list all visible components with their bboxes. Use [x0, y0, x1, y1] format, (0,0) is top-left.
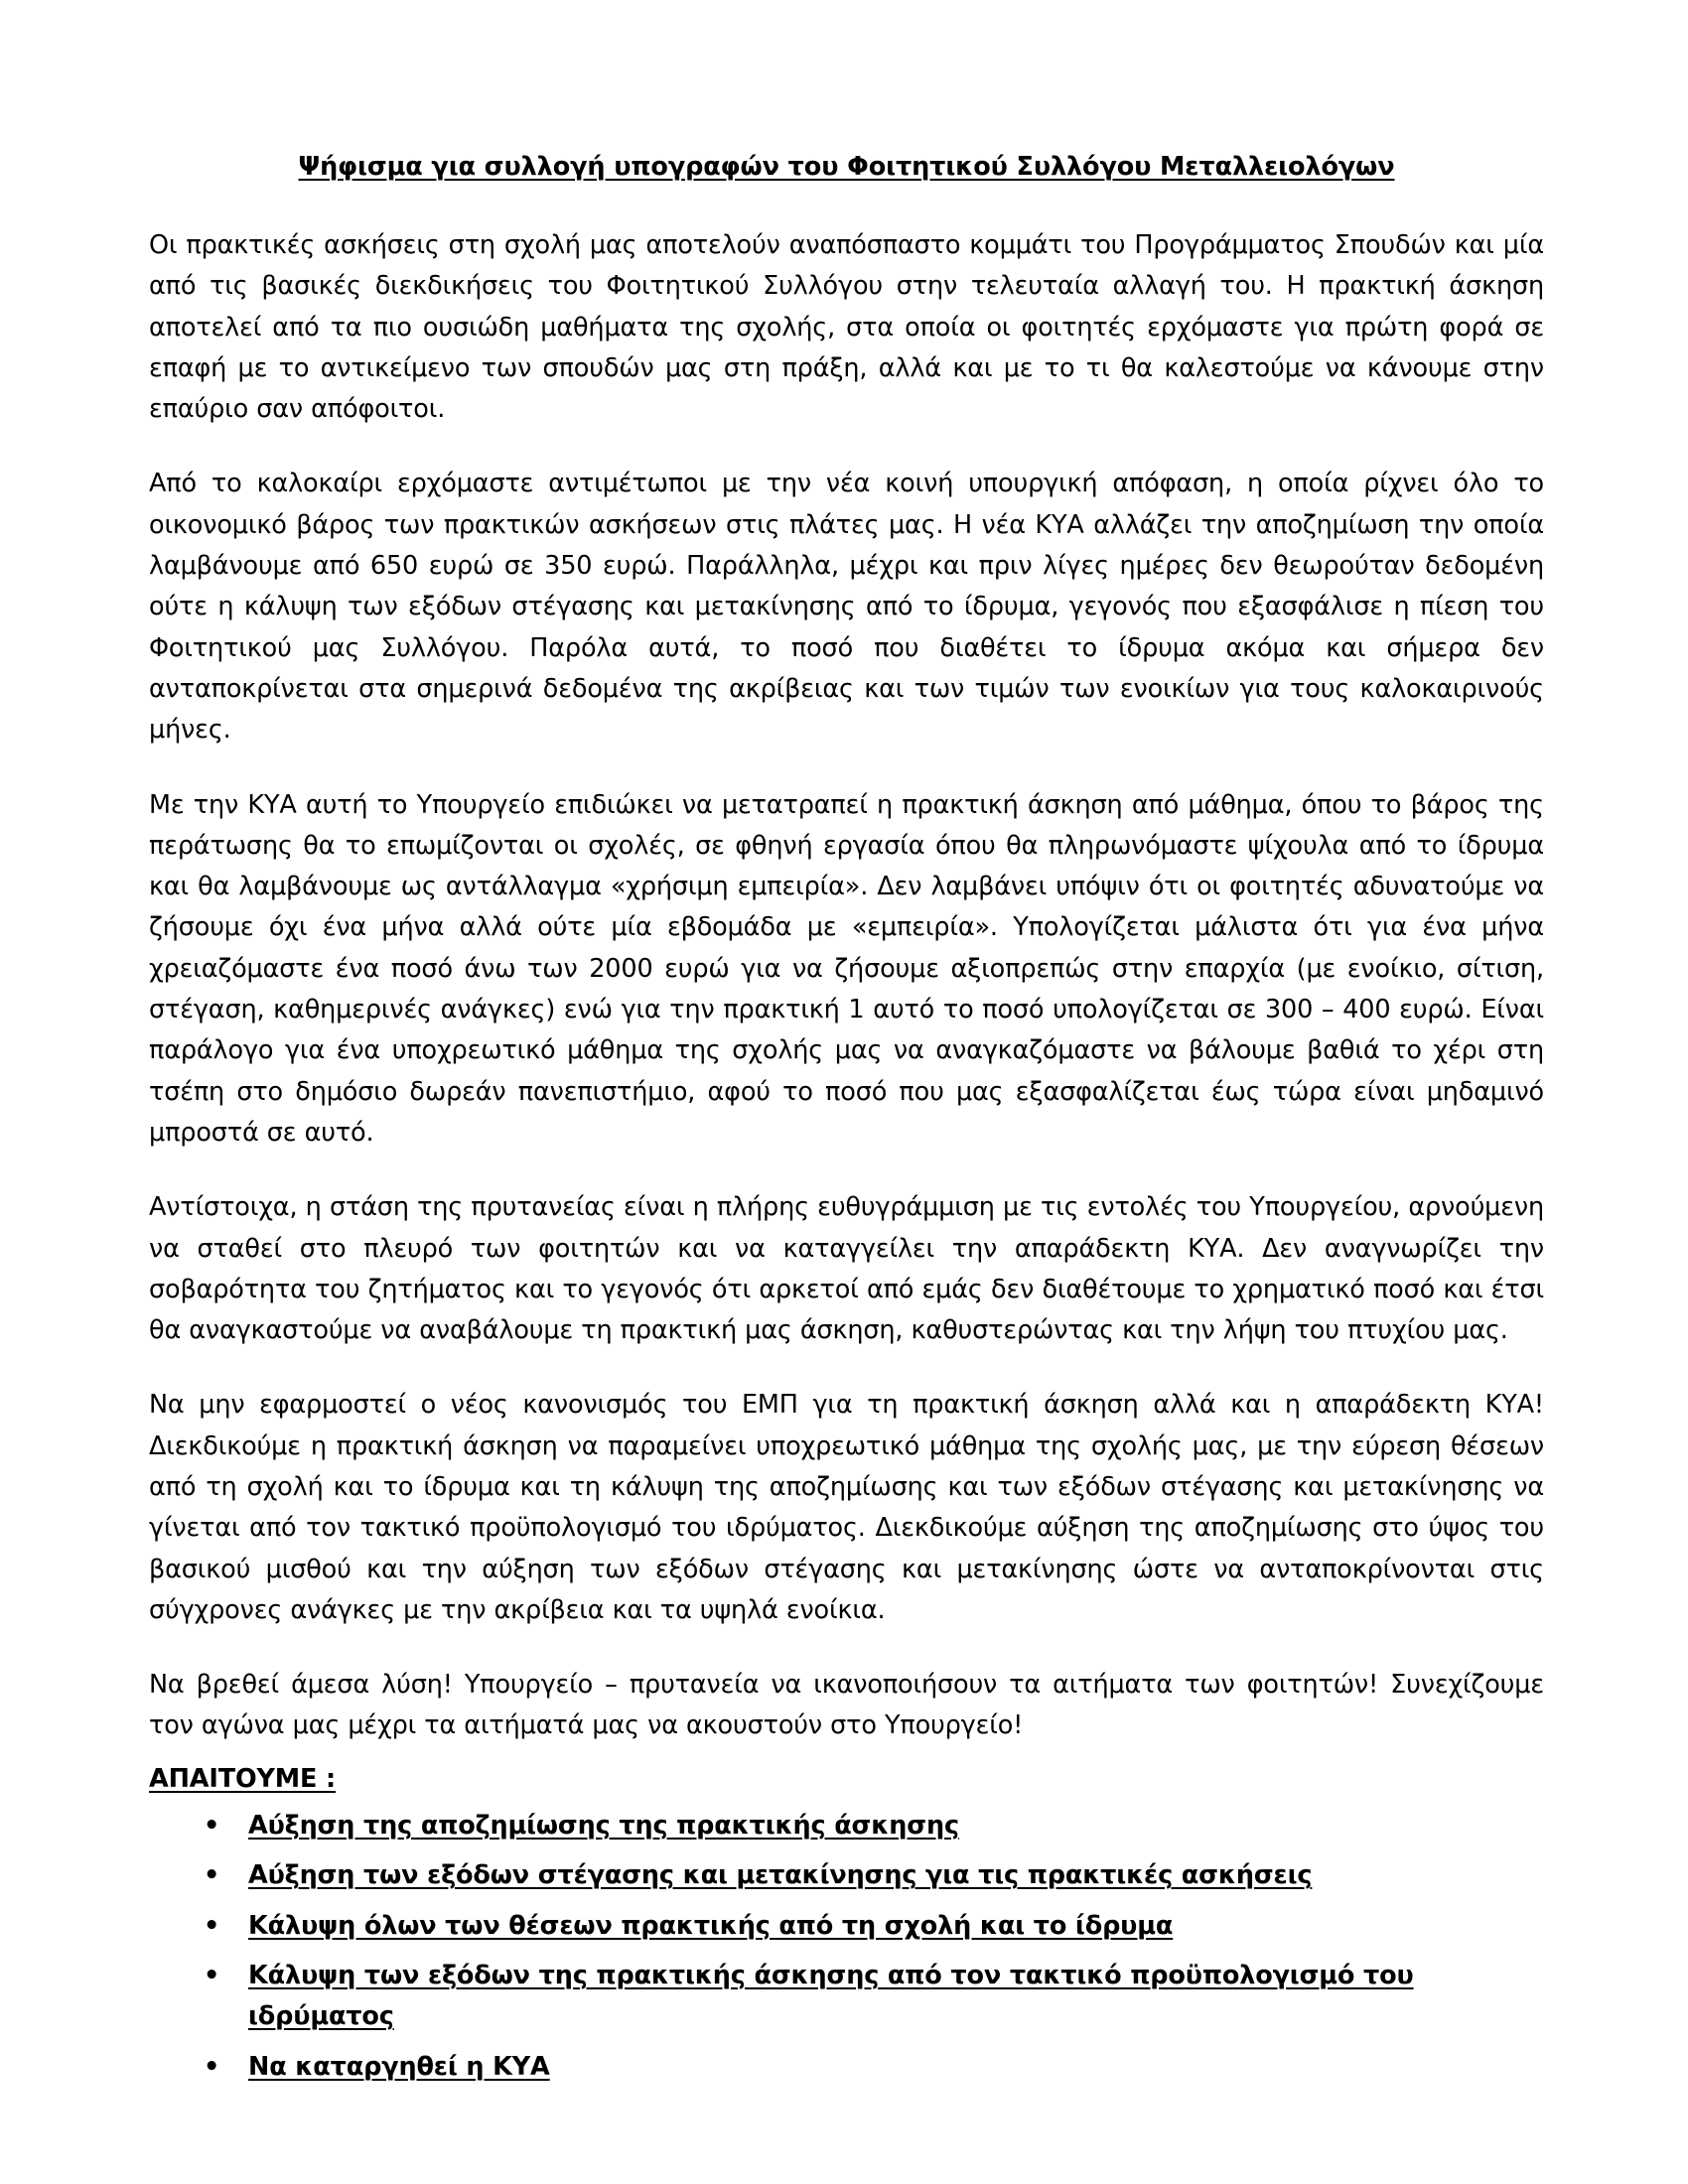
document-body	[149, 149, 1544, 2097]
bullet-icon: •	[204, 2051, 220, 2082]
list-item	[149, 1806, 1544, 1846]
list-item	[149, 1855, 1544, 1896]
demand-text: Κάλυψη όλων των θέσεων πρακτικής από τη σχολή και το ίδρυμα	[248, 1910, 1174, 1941]
page-title	[149, 149, 1544, 186]
demands-list	[149, 1806, 1544, 2088]
demand-text: Να καταργηθεί η ΚΥΑ	[248, 2051, 550, 2082]
list-item	[149, 1956, 1544, 2038]
paragraph-5: Να μην εφαρμοστεί ο νέος κανονισμός του ΕΜΠ για τη πρακτική άσκηση αλλά και η απαράδεκτη ΚΥΑ! Διεκδικούμε η πρακτική άσκηση να παραμείνει υποχρεωτικό μάθημα της σχολής μας, με την εύρεση θέσεων από τη σχολή και το ίδρυμα και τη κάλυψη της αποζημίωσης και των εξόδων στέγασης και μετακίνησης να γίνεται από τον τακτικό προϋπολογισμό του ιδρύματος. Διεκδικούμε αύξηση της αποζημίωσης στο ύψος του βασικού μισθού και την αύξηση των εξόδων στέγασης και μετακίνησης ώστε να ανταποκρίνονται στις σύγχρονες ανάγκες με την ακρίβεια και τα υψηλά ενοίκια.	[149, 1390, 1544, 1625]
demand-text: Κάλυψη των εξόδων της πρακτικής άσκησης από τον τακτικό προϋπολογισμό του ιδρύματος	[248, 1960, 1414, 2032]
paragraph-6: Να βρεθεί άμεσα λύση! Υπουργείο – πρυτανεία να ικανοποιήσουν τα αιτήματα των φοιτητών! Συνεχίζουμε τον αγώνα μας μέχρι τα αιτήματά μας να ακουστούν στο Υπουργείο!	[149, 1670, 1544, 1741]
bullet-icon: •	[204, 1811, 220, 1842]
paragraph-2: Από το καλοκαίρι ερχόμαστε αντιμέτωποι με την νέα κοινή υπουργική απόφαση, η οποία ρίχνει όλο το οικονομικό βάρος των πρακτικών ασκήσεων στις πλάτες μας. Η νέα ΚΥΑ αλλάζει την αποζημίωση την οποία λαμβάνουμε από 650 ευρώ σε 350 ευρώ. Παράλληλα, μέχρι και πριν λίγες ημέρες δεν θεωρούταν δεδομένη ούτε η κάλυψη των εξόδων στέγασης και μετακίνησης από το ίδρυμα, γεγονός που εξασφάλισε η πίεση του Φοιτητικού μας Συλλόγου. Παρόλα αυτά, το ποσό που διαθέτει το ίδρυμα ακόμα και σήμερα δεν ανταποκρίνεται στα σημερινά δεδομένα της ακρίβειας και των τιμών των ενοικίων για τους καλοκαιρινούς μήνες.	[149, 469, 1544, 746]
page-title-text: Ψήφισμα για συλλογή υπογραφών του Φοιτητικού Συλλόγου Μεταλλειολόγων	[298, 152, 1395, 182]
bullet-icon: •	[204, 1960, 220, 1990]
paragraph-4: Αντίστοιχα, η στάση της πρυτανείας είναι η πλήρης ευθυγράμμιση με τις εντολές του Υπουργείου, αρνούμενη να σταθεί στο πλευρό των φοιτητών και να καταγγείλει την απαράδεκτη ΚΥΑ. Δεν αναγνωρίζει την σοβαρότητα του ζητήματος και το γεγονός ότι αρκετοί από εμάς δεν διαθέτουμε το χρηματικό ποσό και έτσι θα αναγκαστούμε να αναβάλουμε τη πρακτική μας άσκηση, καθυστερώντας και την λήψη του πτυχίου μας.	[149, 1192, 1544, 1346]
list-item	[149, 1906, 1544, 1947]
bullet-icon: •	[204, 1860, 220, 1891]
bullet-icon: •	[204, 1910, 220, 1941]
demands-heading	[149, 1759, 1544, 1800]
list-item	[149, 2047, 1544, 2088]
paragraph-3: Με την ΚΥΑ αυτή το Υπουργείο επιδιώκει να μετατραπεί η πρακτική άσκηση από μάθημα, όπου το βάρος της περάτωσης θα το επωμίζονται οι σχολές, σε φθηνή εργασία όπου θα πληρωνόμαστε ψίχουλα από το ίδρυμα και θα λαμβάνουμε ως αντάλλαγμα «χρήσιμη εμπειρία». Δεν λαμβάνει υπόψιν ότι οι φοιτητές αδυνατούμε να ζήσουμε όχι ένα μήνα αλλά ούτε μία εβδομάδα με «εμπειρία». Υπολογίζεται μάλιστα ότι για ένα μήνα χρειαζόμαστε ένα ποσό άνω των 2000 ευρώ για να ζήσουμε αξιοπρεπώς στην επαρχία (με ενοίκιο, σίτιση, στέγαση, καθημερινές ανάγκες) ενώ για την πρακτική 1 αυτό το ποσό υπολογίζεται σε 300 – 400 ευρώ. Είναι παράλογο για ένα υποχρεωτικό μάθημα της σχολής μας να αναγκαζόμαστε να βάλουμε βαθιά το χέρι στη τσέπη στο δημόσιο δωρεάν πανεπιστήμιο, αφού το ποσό που μας εξασφαλίζεται έως τώρα είναι μηδαμινό μπροστά σε αυτό.	[149, 789, 1544, 1148]
demand-text: Αύξηση της αποζημίωσης της πρακτικής άσκησης	[248, 1811, 959, 1842]
demands-heading-text: ΑΠΑΙΤΟΥΜΕ :	[149, 1763, 337, 1794]
demand-text: Αύξηση των εξόδων στέγασης και μετακίνησης για τις πρακτικές ασκήσεις	[248, 1860, 1313, 1891]
paragraph-1: Οι πρακτικές ασκήσεις στη σχολή μας αποτελούν αναπόσπαστο κομμάτι του Προγράμματος Σπουδών και μία από τις βασικές διεκδικήσεις του Φοιτητικού Συλλόγου στην τελευταία αλλαγή του. Η πρακτική άσκηση αποτελεί από τα πιο ουσιώδη μαθήματα της σχολής, στα οποία οι φοιτητές ερχόμαστε για πρώτη φορά σε επαφή με το αντικείμενο των σπουδών μας στη πράξη, αλλά και με το τι θα καλεστούμε να κάνουμε στην επαύριο σαν απόφοιτοι.	[149, 229, 1544, 425]
